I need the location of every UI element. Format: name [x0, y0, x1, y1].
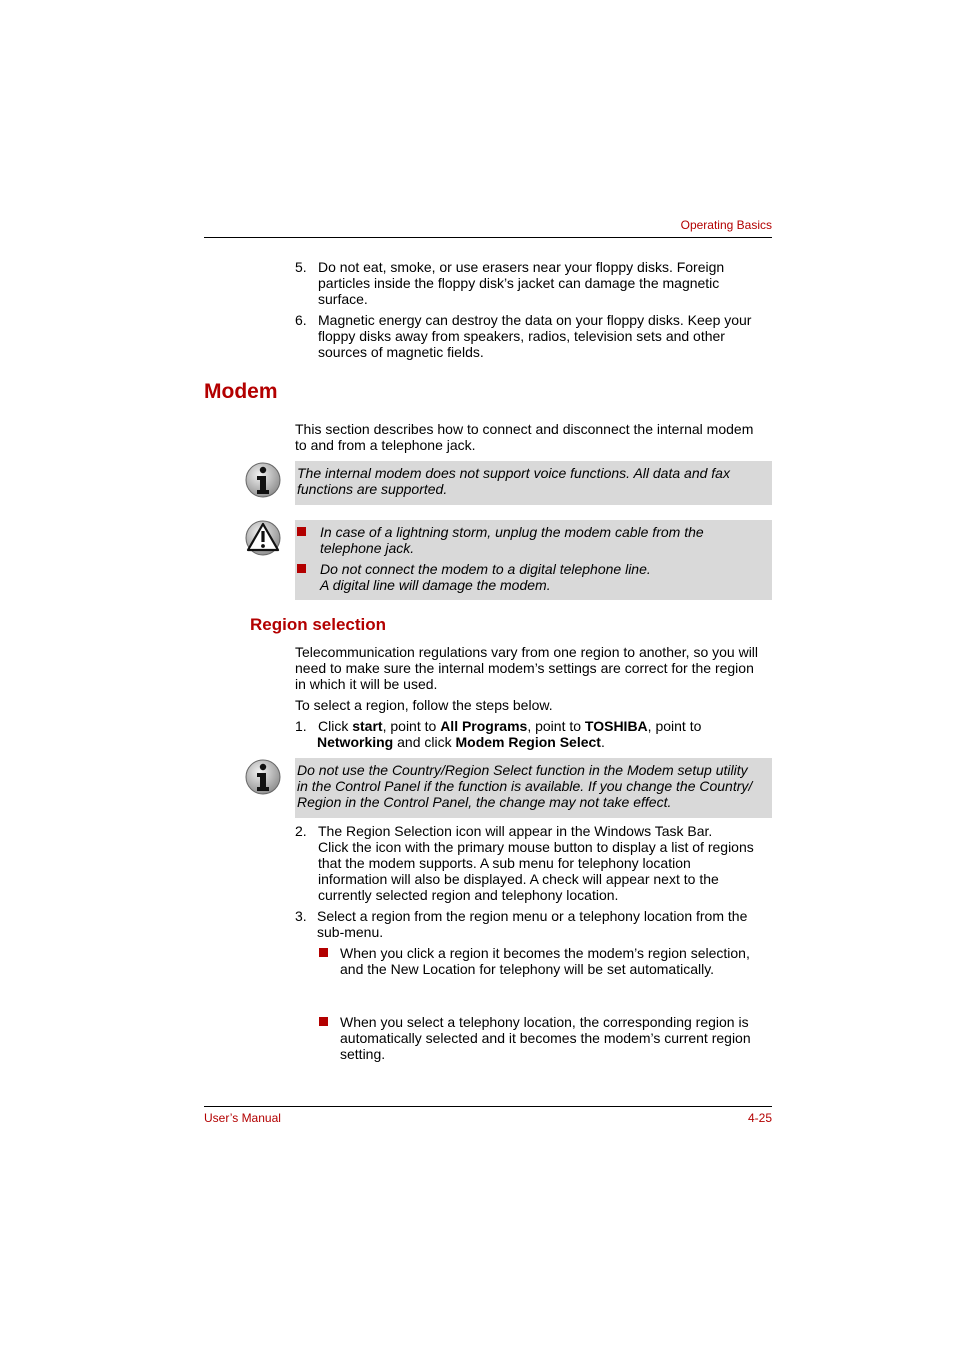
text-line: currently selected region and telephony location. [318, 887, 619, 903]
header-rule [204, 237, 772, 238]
running-header: Operating Basics [680, 218, 772, 232]
caution-line: telephone jack. [320, 540, 415, 556]
note-line: in the Control Panel if the function is available. If you change the Country/ [297, 778, 753, 794]
note-line: The internal modem does not support voice functions. All data and fax [297, 465, 730, 481]
text-line: that the modem supports. A sub menu for telephony location [318, 855, 691, 871]
text-line: information will also be displayed. A check will appear next to the [318, 871, 719, 887]
text-line: When you click a region it becomes the modem’s region selection, [340, 945, 750, 961]
note-line: Region in the Control Panel, the change may not take effect. [297, 794, 672, 810]
page-number: 4-25 [747, 1111, 772, 1125]
bullet-square-icon [319, 948, 328, 957]
text-line: Magnetic energy can destroy the data on your floppy disks. Keep your [318, 312, 752, 328]
modem-intro [295, 421, 772, 453]
text-line: Do not eat, smoke, or use erasers near your floppy disks. Foreign [318, 259, 725, 275]
caution-bullet [295, 524, 772, 556]
item-number: 3. [295, 908, 307, 924]
info-icon [244, 758, 282, 796]
section-title-modem: Modem [204, 380, 278, 403]
subsection-title-region: Region selection [250, 615, 387, 634]
text-line: When you select a telephony location, the corresponding region is [340, 1014, 749, 1030]
footer-rule [204, 1106, 772, 1107]
note-box [295, 461, 772, 505]
text-line: Select a region from the region menu or a telephony location from the [317, 908, 748, 924]
caution-line: A digital line will damage the modem. [320, 577, 551, 593]
note-line: Do not use the Country/Region Select function in the Modem setup utility [297, 762, 748, 778]
bullet-item [318, 945, 772, 977]
bullet-item [318, 1014, 772, 1062]
footer-left: User’s Manual [204, 1111, 281, 1125]
item-number: 1. [295, 718, 307, 734]
text-line: setting. [340, 1046, 386, 1062]
list-item-6 [295, 312, 772, 360]
text-line: sources of magnetic fields. [318, 344, 484, 360]
bullet-square-icon [297, 527, 306, 536]
text-line: and the New Location for telephony will be set automatically. [340, 961, 715, 977]
text-line: sub-menu. [317, 924, 384, 940]
bullet-square-icon [297, 564, 306, 573]
item-number: 6. [295, 312, 307, 328]
region-intro [295, 644, 772, 692]
note-line: functions are supported. [297, 481, 448, 497]
caution-line: Do not connect the modem to a digital telephone line. [320, 561, 651, 577]
text-line: to and from a telephone jack. [295, 437, 476, 453]
text-line: particles inside the floppy disk’s jacket can damage the magnetic [318, 275, 720, 291]
text-line: automatically selected and it becomes the modem’s current region [340, 1030, 751, 1046]
step-2 [295, 823, 772, 903]
caution-line: In case of a lightning storm, unplug the modem cable from the [320, 524, 704, 540]
step-3 [295, 908, 772, 940]
text-line: floppy disks away from speakers, radios, television sets and other [318, 328, 725, 344]
caution-box [295, 520, 772, 600]
list-item-5 [295, 259, 772, 307]
step-1-text: Click start, point to All Programs, point to TOSHIBA, point to Networking and click Modem Region Select. [317, 718, 702, 750]
warning-icon [244, 519, 282, 557]
note-box [295, 758, 772, 818]
caution-bullet [295, 561, 772, 593]
bullet-square-icon [319, 1017, 328, 1026]
text-line: This section describes how to connect and disconnect the internal modem [295, 421, 754, 437]
text-line: in which it will be used. [295, 676, 438, 692]
text-line: Click the icon with the primary mouse button to display a list of regions [318, 839, 754, 855]
text-line: The Region Selection icon will appear in the Windows Task Bar. [318, 823, 713, 839]
text-line: need to make sure the internal modem’s settings are correct for the region [295, 660, 754, 676]
text-line: surface. [318, 291, 368, 307]
info-icon [244, 461, 282, 499]
region-lead: To select a region, follow the steps below. [295, 697, 553, 713]
text-line: Telecommunication regulations vary from one region to another, so you will [295, 644, 759, 660]
item-number: 2. [295, 823, 307, 839]
step-1 [295, 718, 772, 750]
item-number: 5. [295, 259, 307, 275]
